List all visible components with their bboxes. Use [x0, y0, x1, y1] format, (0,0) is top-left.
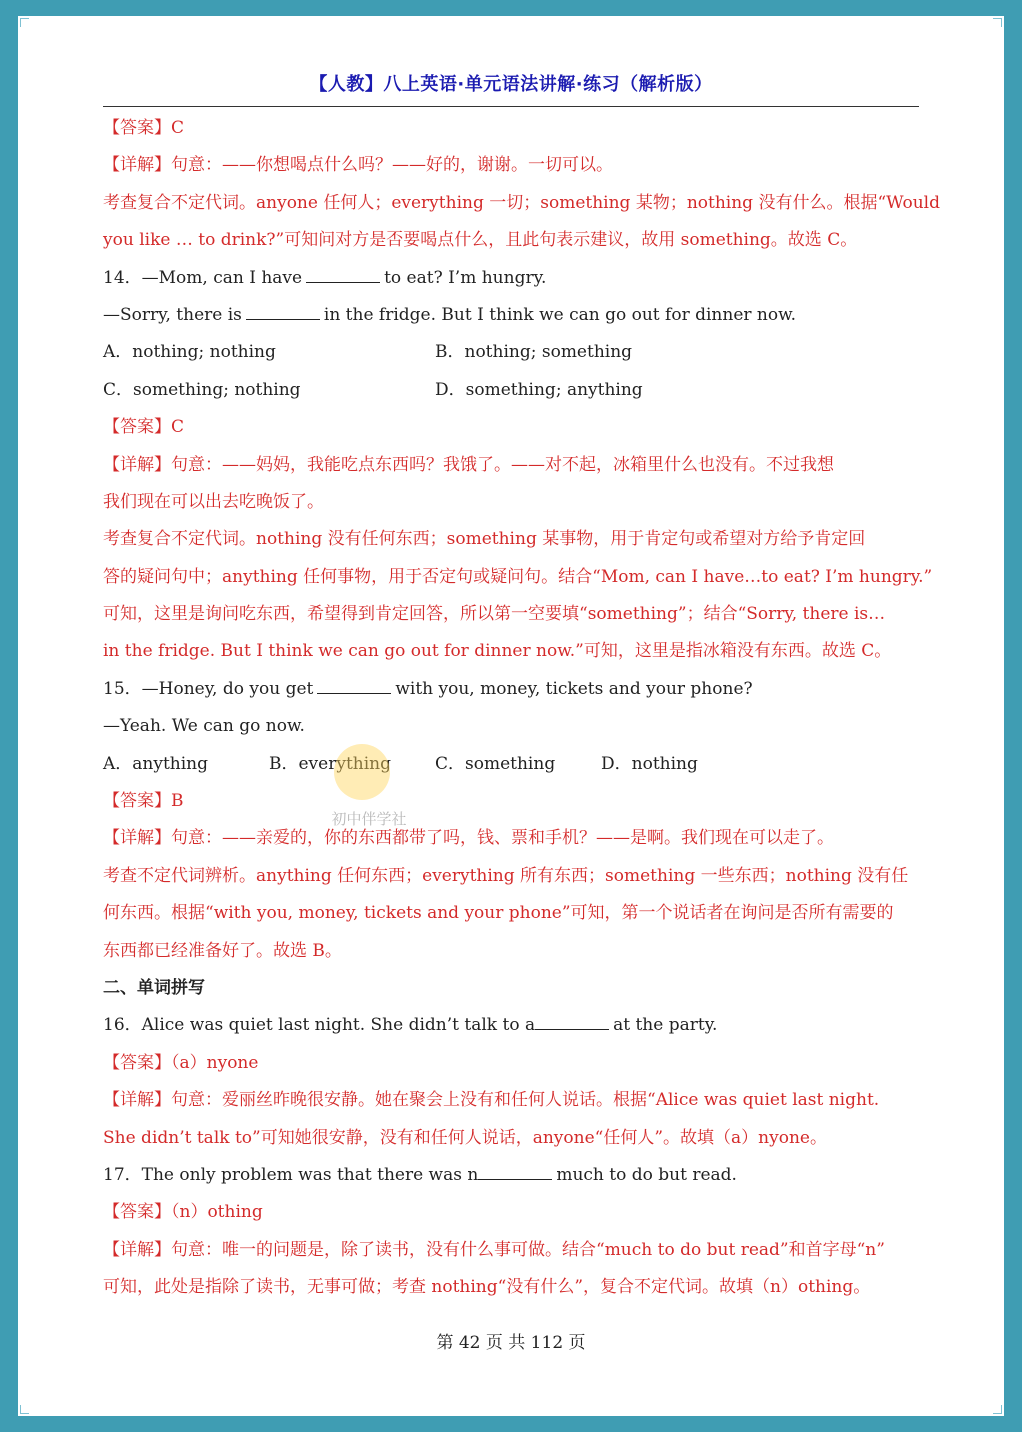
explanation-13-line: you like … to drink?”可知问对方是否要喝点什么，且此句表示建议，故用 something。故选 C。: [103, 230, 858, 251]
option-b: B．everything: [269, 753, 391, 774]
explanation-13-line: 【详解】句意：——你想喝点什么吗？——好的，谢谢。一切可以。: [103, 155, 613, 176]
explanation-17-line: 可知，此处是指除了读书，无事可做；考查 nothing“没有什么”，复合不定代词。故填（n）othing。: [103, 1277, 871, 1298]
document-page: [18, 16, 1004, 1416]
option-b: B．nothing; something: [435, 342, 633, 363]
page-content: [103, 110, 940, 1307]
corner-mark: [993, 1405, 1002, 1414]
explanation-17-line: 【详解】句意：唯一的问题是，除了读书，没有什么事可做。结合“much to do but read”和首字母“n”: [103, 1239, 885, 1260]
header-rule: [103, 106, 919, 107]
question-text: 14．—Mom, can I have: [103, 267, 303, 288]
question-15-options-row: [103, 746, 933, 783]
option-d: D．nothing: [601, 753, 698, 774]
question-text: —Sorry, there is: [103, 304, 242, 325]
question-text: 17．The only problem was that there was n: [103, 1164, 479, 1185]
explanation-14-line: 可知，这里是询问吃东西，希望得到肯定回答，所以第一空要填“something”；结合“Sorry, there is…: [103, 604, 886, 625]
question-text: 15．—Honey, do you get: [103, 678, 314, 699]
answer-17: 【答案】（n）othing: [103, 1202, 263, 1223]
question-text: at the party.: [613, 1015, 718, 1036]
option-c: C．something: [435, 753, 556, 774]
answer-blank: [306, 266, 380, 283]
page-number: 第 42 页 共 112 页: [436, 1333, 586, 1353]
answer-16: 【答案】（a）nyone: [103, 1052, 259, 1073]
question-15-stem: [103, 671, 933, 708]
answer-blank: [317, 677, 391, 694]
answer-15: 【答案】B: [103, 791, 184, 812]
explanation-15-line: 【详解】句意：——亲爱的，你的东西都带了吗，钱、票和手机？——是啊。我们现在可以走了。: [103, 828, 834, 849]
answer-blank: [478, 1163, 552, 1180]
corner-mark: [20, 1405, 29, 1414]
explanation-14-line: in the fridge. But I think we can go out for dinner now.”可知，这里是指冰箱没有东西。故选 C。: [103, 641, 892, 662]
answer-13: 【答案】C: [103, 118, 185, 138]
section-heading: 二、单词拼写: [103, 977, 205, 998]
explanation-14-line: 我们现在可以出去吃晚饭了。: [103, 491, 324, 512]
question-text: to eat? I’m hungry.: [384, 267, 547, 288]
explanation-15-line: 何东西。根据“with you, money, tickets and your phone”可知，第一个说话者在询问是否所有需要的: [103, 903, 894, 924]
question-16-stem: [103, 1007, 933, 1044]
question-14-options-row: [103, 334, 933, 371]
explanation-14-line: 考查复合不定代词。nothing 没有任何东西；something 某事物，用于肯定句或希望对方给予肯定回: [103, 529, 866, 550]
explanation-14-line: 答的疑问句中；anything 任何事物，用于否定句或疑问句。结合“Mom, can I have…to eat? I’m hungry.”: [103, 566, 933, 587]
question-15-reply: —Yeah. We can go now.: [103, 716, 305, 737]
question-text: much to do but read.: [556, 1164, 737, 1185]
explanation-16-line: She didn’t talk to”可知她很安静，没有和任何人说话，anyone“任何人”。故填（a）nyone。: [103, 1127, 827, 1148]
question-14-reply: [103, 297, 933, 334]
watermark-text: 初中伴学社: [331, 810, 407, 828]
corner-mark: [20, 18, 29, 27]
page-header-title: 【人教】八上英语·单元语法讲解·练习（解析版）: [309, 74, 713, 95]
answer-blank: [246, 303, 320, 320]
option-a: A．nothing; nothing: [103, 342, 276, 363]
question-text: in the fridge. But I think we can go out for dinner now.: [323, 304, 797, 325]
option-a: A．anything: [103, 753, 209, 774]
question-text: 16．Alice was quiet last night. She didn’t talk to a: [103, 1015, 536, 1036]
answer-14: 【答案】C: [103, 417, 185, 438]
explanation-15-line: 考查不定代词辨析。anything 任何东西；everything 所有东西；something 一些东西；nothing 没有任: [103, 865, 909, 886]
explanation-16-line: 【详解】句意：爱丽丝昨晚很安静。她在聚会上没有和任何人说话。根据“Alice was quiet last night.: [103, 1090, 880, 1111]
question-text: with you, money, tickets and your phone?: [395, 678, 753, 699]
explanation-14-line: 【详解】句意：——妈妈，我能吃点东西吗？我饿了。——对不起，冰箱里什么也没有。不过我想: [103, 454, 834, 475]
explanation-13-line: 考查复合不定代词。anyone 任何人；everything 一切；something 某物；nothing 没有什么。根据“Would: [103, 192, 940, 213]
question-17-stem: [103, 1157, 933, 1194]
question-14-stem: [103, 260, 933, 297]
explanation-15-line: 东西都已经准备好了。故选 B。: [103, 940, 342, 961]
answer-blank: [535, 1013, 609, 1030]
corner-mark: [993, 18, 1002, 27]
option-d: D．something; anything: [435, 379, 643, 400]
question-14-options-row: [103, 372, 933, 409]
option-c: C．something; nothing: [103, 379, 301, 400]
